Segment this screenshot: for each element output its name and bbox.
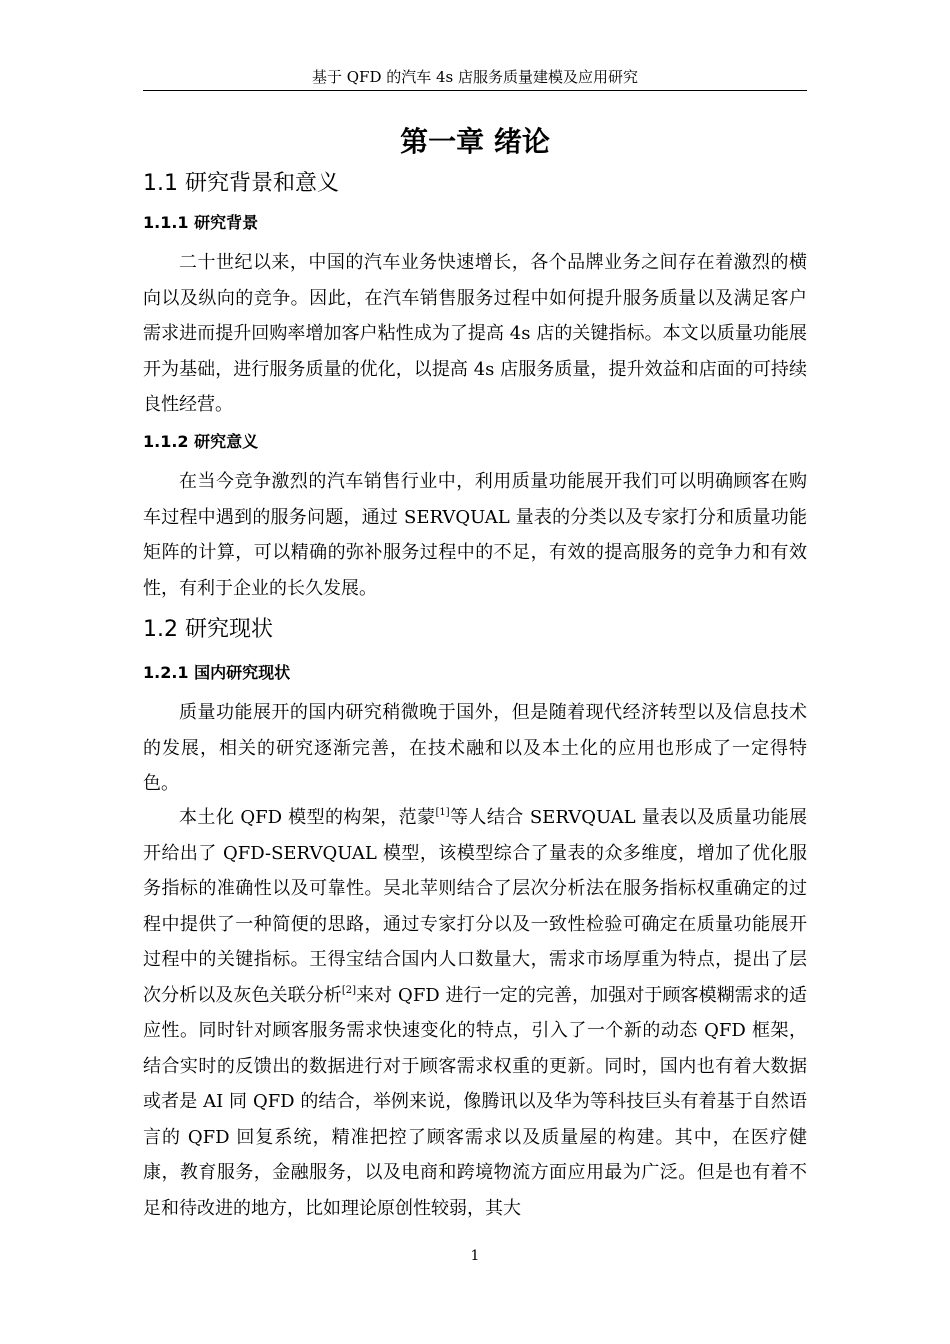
paragraph-text-part-1: 本土化 QFD 模型的构架，范蒙 [179, 807, 436, 828]
paragraph-research-significance: 在当今竞争激烈的汽车销售行业中，利用质量功能展开我们可以明确顾客在购车过程中遇到的服务问题，通过 SERVQUAL 量表的分类以及专家打分和质量功能矩阵的计算，可以精确的弥补服务过程中的不足，有效的提高服务的竞争力和有效性，有利于企业的长久发展。 [143, 471, 807, 599]
paragraph-research-background: 二十世纪以来，中国的汽车业务快速增长，各个品牌业务之间存在着激烈的横向以及纵向的竞争。因此，在汽车销售服务过程中如何提升服务质量以及满足客户需求进而提升回购率增加客户粘性成为了提高 4s 店的关键指标。本文以质量功能展开为基础，进行服务质量的优化，以提高 4s 店服务质量，提升效益和店面的可持续良性经营。 [143, 252, 807, 415]
subsection-heading-1-1-2: 1.1.2 研究意义 [143, 432, 259, 451]
paragraph-text-part-2: 等人结合 SERVQUAL 量表以及质量功能展开给出了 QFD-SERVQUAL 模型，该模型综合了量表的众多维度，增加了优化服务指标的准确性以及可靠性。吴北苹则结合了层次分析法在服务指标权重确定的过程中提供了一种简便的思路，通过专家打分以及一致性检验可确定在质量功能展开过程中的关键指标。王得宝结合国内人口数量大，需求市场厚重为特点，提出了层次分析以及灰色关联分析 [143, 807, 807, 1006]
section-heading-1-1: 1.1 研究背景和意义 [143, 171, 339, 196]
subsection-heading-1-2-1: 1.2.1 国内研究现状 [143, 663, 291, 682]
citation-ref-2: [2] [341, 984, 357, 996]
paragraph-text-part-3: 来对 QFD 进行一定的完善，加强对于顾客模糊需求的适应性。同时针对顾客服务需求快速变化的特点，引入了一个新的动态 QFD 框架，结合实时的反馈出的数据进行对于顾客需求权重的更新。同时，国内也有着大数据或者是 AI 同 QFD 的结合，举例来说，像腾讯以及华为等科技巨头有着基于自然语言的 QFD 回复系统，精准把控了顾客需求以及质量屋的构建。其中，在医疗健康，教育服务，金融服务，以及电商和跨境物流方面应用最为广泛。但是也有着不足和待改进的地方，比如理论原创性较弱，其大 [143, 984, 808, 1219]
citation-ref-1: [1] [435, 807, 450, 818]
subsection-heading-1-1-1: 1.1.1 研究背景 [143, 213, 259, 232]
section-heading-1-2: 1.2 研究现状 [143, 617, 273, 642]
paragraph-domestic-status-2 [143, 800, 807, 1226]
running-header: 基于 QFD 的汽车 4s 店服务质量建模及应用研究 [143, 66, 807, 91]
paragraph-domestic-status-1: 质量功能展开的国内研究稍微晚于国外，但是随着现代经济转型以及信息技术的发展，相关的研究逐渐完善，在技术融和以及本土化的应用也形成了一定得特色。 [143, 702, 807, 794]
page-number: 1 [470, 1248, 480, 1264]
chapter-title: 第一章 绪论 [400, 125, 550, 158]
